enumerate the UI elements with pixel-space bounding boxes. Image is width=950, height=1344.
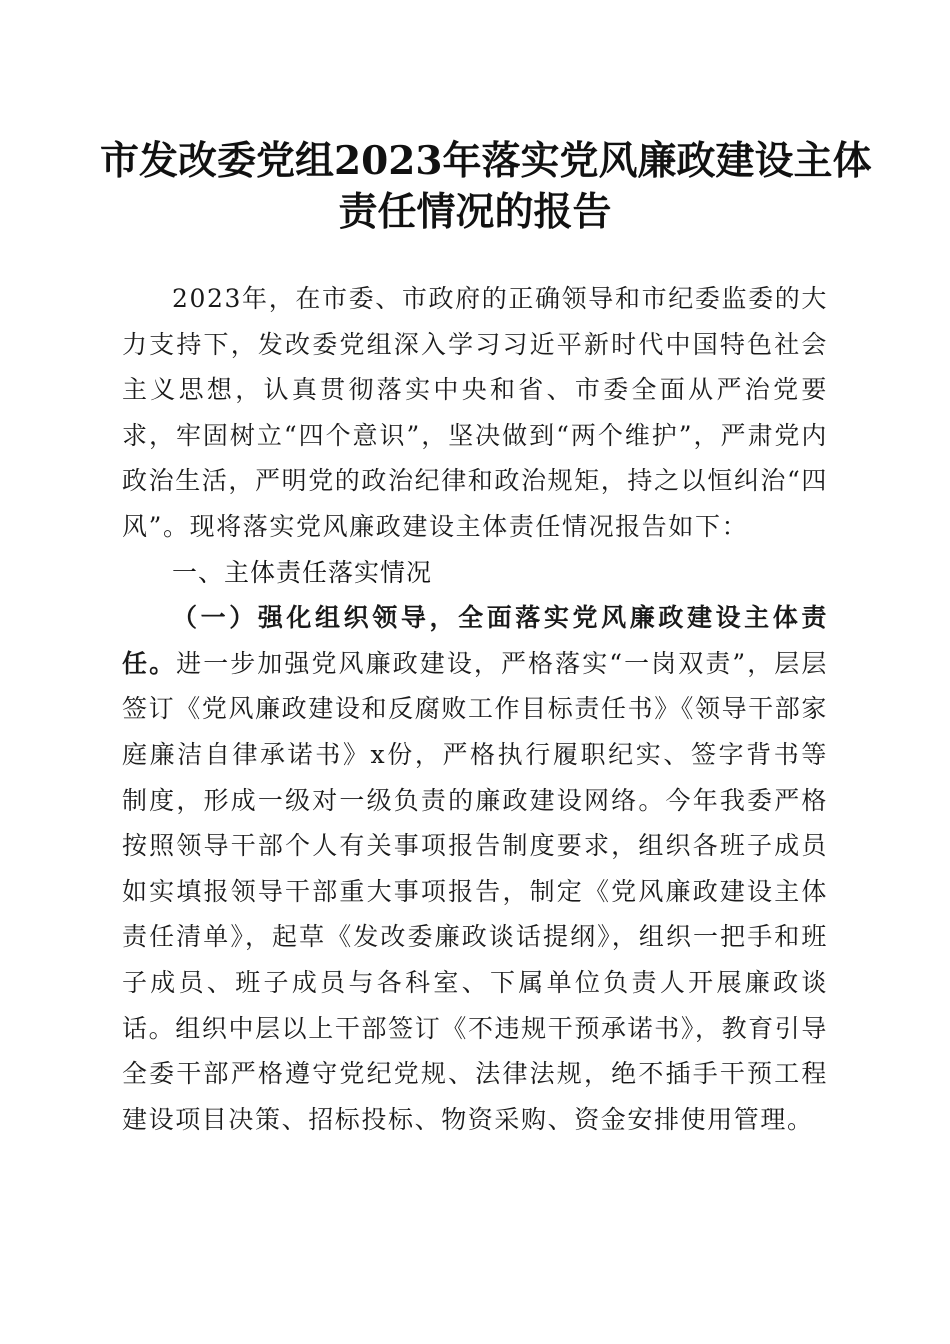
document-title <box>100 136 872 238</box>
subsection-heading-1: （一）强化组织领导，全面落实党风廉政建设主体责任。 <box>122 603 828 678</box>
intro-paragraph: 2023年，在市委、市政府的正确领导和市纪委监委的大力支持下，发改委党组深入学习习近平新时代中国特色社会主义思想，认真贯彻落实中央和省、市委全面从严治党要求，牢固树立“四个意识”，坚决做到“两个维护”，严肃党内政治生活，严明党的政治纪律和政治规矩，持之以恒纠治“四风”。现将落实党风廉政建设主体责任情况报告如下： <box>122 284 828 541</box>
subsection-paragraph-1 <box>122 595 828 1142</box>
section-heading-1: 一、主体责任落实情况 <box>172 557 433 587</box>
title-line-1: 市发改委党组2023年落实党风廉政建设主体 <box>100 138 872 184</box>
subsection-body-1: 进一步加强党风廉政建设，严格落实“一岗双责”，层层签订《党风廉政建设和反腐败工作目标责任书》《领导干部家庭廉洁自律承诺书》x份，严格执行履职纪实、签字背书等制度，形成一级对一级负责的廉政建设网络。今年我委严格按照领导干部个人有关事项报告制度要求，组织各班子成员如实填报领导干部重大事项报告，制定《党风廉政建设主体责任清单》，起草《发改委廉政谈话提纲》，组织一把手和班子成员、班子成员与各科室、下属单位负责人开展廉政谈话。组织中层以上干部签订《不违规干预承诺书》，教育引导全委干部严格遵守党纪党规、法律法规，绝不插手干预工程建设项目决策、招标投标、物资采购、资金安排使用管理。 <box>122 648 828 1134</box>
document-body <box>122 276 828 1142</box>
title-line-2: 责任情况的报告 <box>338 189 612 235</box>
